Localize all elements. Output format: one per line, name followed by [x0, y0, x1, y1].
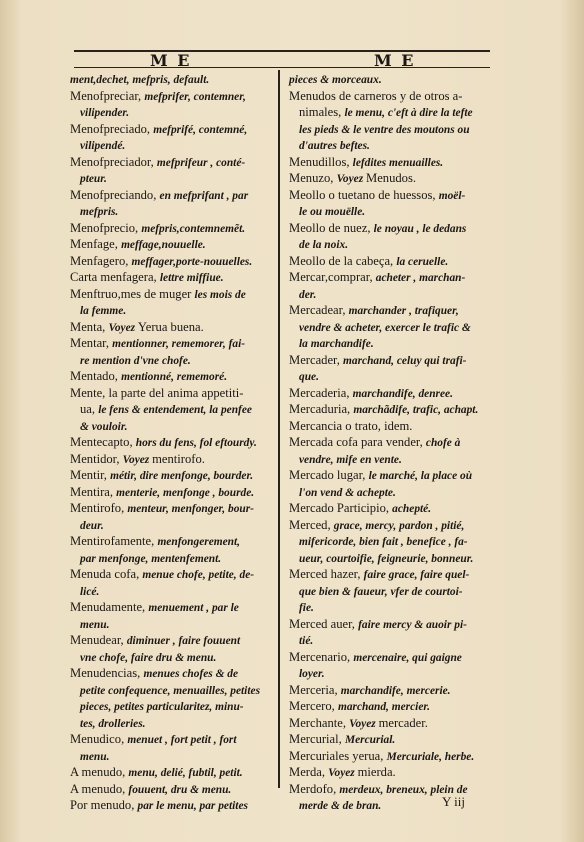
translation: der. [299, 288, 317, 301]
translation: merdeux, breneux, plein de [339, 783, 468, 796]
translation: acheter , marchan- [375, 272, 466, 284]
dictionary-line [289, 715, 493, 732]
translation: pieces & morceaux. [289, 74, 382, 86]
translation: marchandife, mercerie. [340, 684, 451, 697]
dictionary-line [70, 302, 272, 319]
headword: Menofpreciar, [70, 88, 145, 103]
right-column [289, 71, 493, 814]
translation: achepté. [392, 503, 432, 515]
dictionary-line [70, 269, 272, 286]
left-column [70, 71, 272, 814]
headword: ua, [80, 402, 99, 416]
translation: marchandife, denree. [352, 387, 453, 400]
translation: que. [299, 371, 319, 383]
dictionary-line [70, 137, 272, 154]
dictionary-line [70, 632, 272, 649]
headword: Mentecapto, [70, 435, 136, 449]
translation: le fens & entendement, la penfee [98, 404, 252, 416]
dictionary-line [70, 203, 272, 220]
translation: deur. [80, 519, 104, 532]
translation: menfongerement, [157, 536, 241, 548]
translation: le noyau , le dedans [373, 222, 467, 235]
dictionary-line [70, 418, 272, 435]
translation: menues chofes & de [143, 668, 239, 680]
translation: ueur, courtoifie, feigneurie, bonneur. [299, 552, 474, 565]
translation: menuet , fort petit , fort [127, 734, 237, 746]
translation: petite confequence, menuailles, petites [80, 684, 261, 697]
headword: Merced hazer, [289, 567, 364, 581]
headword: Menudencias, [70, 666, 144, 680]
dictionary-line [289, 533, 493, 550]
translation: faire grace, faire quel- [363, 569, 470, 581]
dictionary-line [289, 682, 493, 699]
cross-reference: Yerua buena. [137, 319, 204, 334]
headword: Meollo o tuetano de huessos, [289, 187, 439, 202]
translation: hors du fens, fol eftourdy. [135, 437, 257, 449]
translation: de la noix. [299, 239, 349, 251]
translation: tes, drolleries. [80, 717, 146, 730]
translation: Voyez [108, 321, 138, 334]
translation: vilipendé. [80, 140, 126, 152]
dictionary-line [70, 352, 272, 369]
translation: le marché, la place où [368, 470, 473, 482]
translation: re mention d'vne chofe. [80, 354, 191, 367]
dictionary-line [289, 319, 493, 336]
dictionary-line [70, 665, 272, 682]
translation: vne chofe, faire dru & menu. [80, 651, 217, 664]
headword: Menudico, [70, 732, 128, 746]
dictionary-line [70, 566, 272, 583]
dictionary-line [70, 583, 272, 600]
translation: licé. [80, 585, 100, 598]
dictionary-line [70, 797, 272, 814]
dictionary-line [70, 401, 272, 418]
headword: Mercadear, [289, 303, 349, 317]
translation: lefdites menuailles. [352, 156, 444, 169]
dictionary-line [289, 418, 493, 435]
signature-mark: Y iij [442, 794, 465, 809]
dictionary-line [70, 236, 272, 253]
translation: par menfonge, mentenfement. [80, 552, 222, 565]
headword: Menofpreciador, [70, 154, 157, 169]
dictionary-line [289, 550, 493, 567]
translation: marchand, celuy qui trafi- [343, 354, 467, 367]
headword: Mercader, [289, 352, 344, 367]
translation: menu, delié, fubtil, petit. [128, 767, 243, 779]
dictionary-line [70, 698, 272, 715]
translation: mercenaire, qui gaigne [353, 651, 462, 664]
dictionary-line [289, 467, 493, 484]
headword: Merda, [289, 765, 329, 779]
headword: Menudamente, [70, 600, 149, 614]
translation: les pieds & le ventre des moutons ou [299, 123, 470, 136]
translation: fie. [299, 602, 314, 614]
dictionary-line [289, 731, 493, 748]
dictionary-line [289, 517, 493, 534]
dictionary-line [289, 154, 493, 171]
dictionary-line [70, 220, 272, 237]
dictionary-line [289, 121, 493, 138]
translation: moël- [438, 189, 466, 202]
dictionary-line [289, 88, 493, 105]
headword: Menta, [70, 319, 109, 334]
translation: vendre & acheter, exercer le trafic & [299, 321, 471, 334]
translation: vendre, mife en vente. [299, 453, 402, 466]
headword: Por menudo, [70, 798, 138, 812]
translation: merde & de bran. [299, 800, 382, 812]
headword: Menofprecio, [70, 220, 142, 235]
dictionary-line [70, 599, 272, 616]
dictionary-line [70, 335, 272, 352]
translation: mifericorde, bien fait , benefice , fa- [299, 536, 468, 548]
dictionary-line [70, 731, 272, 748]
headword: Mercado Participio, [289, 501, 393, 515]
translation: le menu, c'eft à dire la tefte [344, 107, 473, 119]
dictionary-line [70, 748, 272, 765]
translation: menuement , par le [148, 602, 239, 614]
translation: marchander , trafiquer, [348, 305, 459, 317]
headword: Mentidor, [70, 451, 123, 466]
dictionary-line [70, 253, 272, 270]
dictionary-line [289, 599, 493, 616]
headword: Mercado lugar, [289, 468, 369, 482]
dictionary-line [289, 632, 493, 649]
dictionary-line [70, 781, 272, 798]
translation: Voyez [122, 453, 153, 466]
headword: Menofpreciado, [70, 121, 154, 136]
translation: mentionner, rememorer, fai- [112, 338, 246, 350]
translation: menu. [80, 750, 110, 763]
dictionary-line [70, 71, 272, 88]
translation: marchand, mercier. [337, 701, 431, 713]
translation: vilipender. [80, 107, 130, 119]
dictionary-line [70, 715, 272, 732]
dictionary-line [289, 137, 493, 154]
headword: Mercada cofa para vender, [289, 435, 426, 449]
dictionary-line [70, 154, 272, 171]
translation: la ceruelle. [396, 255, 449, 268]
translation: Mercurial. [344, 734, 396, 746]
headword: Mentirofo, [70, 501, 128, 515]
translation: Voyez [328, 767, 358, 779]
headword: Menofpreciando, [70, 187, 160, 202]
dictionary-line [289, 335, 493, 352]
dictionary-line [289, 269, 493, 286]
translation: loyer. [299, 668, 325, 680]
dictionary-line [289, 764, 493, 781]
dictionary-line [289, 236, 493, 253]
translation: grace, mercy, pardon , pitié, [333, 519, 465, 532]
dictionary-line [289, 451, 493, 468]
headword: Merdofo, [289, 781, 340, 796]
header-rule-bottom [74, 67, 490, 68]
dictionary-line [70, 517, 272, 534]
headword: Menuzo, [289, 171, 337, 185]
headword: Mente, la parte del anima appetiti- [70, 385, 244, 400]
translation: métir, dire menfonge, bourder. [110, 470, 254, 482]
dictionary-line [289, 484, 493, 501]
headword: A menudo, [70, 765, 129, 779]
cross-reference: mercader. [378, 715, 428, 730]
dictionary-line [70, 104, 272, 121]
headword: Mentirofamente, [70, 534, 158, 548]
translation: d'autres beftes. [299, 140, 370, 152]
dictionary-line [289, 698, 493, 715]
translation: mefprifer, contemner, [144, 90, 246, 103]
translation: mefpris,contemnemẽt. [141, 222, 246, 235]
headword: Merchante, [289, 715, 350, 730]
dictionary-line [289, 649, 493, 666]
dictionary-line [70, 368, 272, 385]
translation: que bien & faueur, vfer de courtoi- [299, 585, 463, 598]
dictionary-line [70, 434, 272, 451]
cross-reference: mentirofo. [152, 451, 205, 466]
translation: mefpris. [80, 206, 119, 218]
dictionary-line [70, 616, 272, 633]
dictionary-line [70, 682, 272, 699]
headword: nimales, [299, 105, 345, 119]
translation: & vouloir. [80, 420, 128, 433]
translation: ment,dechet, mefpris, default. [70, 74, 210, 86]
translation: pieces, petites particularitez, minu- [80, 701, 244, 713]
translation: Voyez [349, 717, 379, 730]
headword: A menudo, [70, 781, 129, 796]
translation: chofe à [425, 437, 461, 449]
dictionary-line [70, 467, 272, 484]
headword: Menudillos, [289, 154, 353, 169]
translation: menue chofe, petite, de- [142, 569, 255, 581]
header-rule-top [74, 50, 490, 52]
translation: meffager,porte-nouuelles. [131, 255, 253, 268]
translation: Mercuriale, herbe. [386, 750, 475, 763]
headword: Carta menfagera, [70, 270, 160, 284]
dictionary-line [289, 203, 493, 220]
cross-reference: Menudos. [366, 171, 417, 185]
dictionary-line [70, 88, 272, 105]
headword: Mercar,comprar, [289, 270, 376, 284]
translation: la marchandife. [299, 338, 374, 350]
translation: tié. [299, 635, 314, 647]
dictionary-line [70, 286, 272, 303]
translation: fouuent, dru & menu. [128, 783, 232, 796]
translation: la femme. [80, 305, 127, 317]
headword: Meollo de la cabeça, [289, 253, 397, 268]
dictionary-line [289, 302, 493, 319]
dictionary-line [289, 401, 493, 418]
translation: l'on vend & achepte. [299, 486, 396, 499]
headword: Mentar, [70, 336, 113, 350]
headword: Merced, [289, 517, 334, 532]
dictionary-line [289, 434, 493, 451]
dictionary-line [289, 253, 493, 270]
headword: Menftruo,mes de muger [70, 286, 195, 301]
headword: Menuda cofa, [70, 567, 143, 581]
translation: le ou mouëlle. [299, 206, 366, 218]
dictionary-line [289, 286, 493, 303]
headword: Merceria, [289, 682, 341, 697]
headword: Mercaderia, [289, 385, 353, 400]
dictionary-line [70, 484, 272, 501]
dictionary-line [289, 170, 493, 187]
running-head-right: M E [374, 51, 416, 70]
dictionary-line [289, 583, 493, 600]
dictionary-line [289, 104, 493, 121]
dictionary-line [70, 121, 272, 138]
translation: Voyez [336, 173, 366, 185]
headword: Meollo de nuez, [289, 220, 374, 235]
dictionary-line [70, 170, 272, 187]
headword: Mentira, [70, 484, 117, 499]
headword: Mercaduria, [289, 402, 354, 416]
dictionary-line [289, 748, 493, 765]
translation: pteur. [80, 173, 107, 185]
dictionary-line [70, 187, 272, 204]
headword: Mentir, [70, 468, 111, 482]
headword: Mercuriales yerua, [289, 748, 387, 763]
translation: les mois de [194, 288, 246, 301]
dictionary-line [70, 385, 272, 402]
running-head-left: M E [150, 51, 192, 70]
translation: lettre miffiue. [159, 272, 224, 284]
dictionary-line [70, 533, 272, 550]
translation: faire mercy & auoir pi- [358, 618, 467, 631]
dictionary-line [289, 368, 493, 385]
headword: Merced auer, [289, 616, 359, 631]
cross-reference: mierda. [357, 765, 396, 779]
dictionary-line [70, 649, 272, 666]
translation: diminuer , faire fouuent [126, 635, 241, 647]
dictionary-line [289, 385, 493, 402]
headword: Menfage, [70, 237, 122, 251]
dictionary-line [289, 566, 493, 583]
dictionary-line [289, 665, 493, 682]
dictionary-line [289, 500, 493, 517]
dictionary-line [289, 187, 493, 204]
translation: mefprifeur , conté- [156, 156, 246, 169]
translation: mefprifé, contemné, [153, 123, 248, 136]
translation: marchãdife, trafic, achapt. [353, 404, 479, 416]
translation: menu. [80, 618, 110, 631]
headword: Mercurial, [289, 732, 345, 746]
column-divider [278, 70, 280, 788]
translation: menterie, menfonge , bourde. [116, 486, 255, 499]
headword: Mercancia o trato, idem. [289, 418, 413, 433]
headword: Mercenario, [289, 649, 354, 664]
dictionary-line [70, 451, 272, 468]
translation: menteur, menfonger, bour- [127, 503, 254, 515]
headword: Mercero, [289, 699, 338, 713]
translation: par le menu, par petites [137, 800, 248, 812]
dictionary-line [289, 616, 493, 633]
translation: en mefprifant , par [159, 189, 249, 202]
headword: Menudos de carneros y de otros a- [289, 88, 463, 103]
dictionary-line [70, 500, 272, 517]
dictionary-line [70, 319, 272, 336]
dictionary-line [289, 71, 493, 88]
dictionary-line [289, 220, 493, 237]
headword: Menfagero, [70, 253, 132, 268]
headword: Menudear, [70, 633, 127, 647]
translation: mentionné, rememoré. [121, 371, 228, 383]
translation: meffage,nouuelle. [121, 239, 206, 251]
dictionary-line [70, 550, 272, 567]
dictionary-line [289, 352, 493, 369]
dictionary-line [70, 764, 272, 781]
headword: Mentado, [70, 369, 122, 383]
